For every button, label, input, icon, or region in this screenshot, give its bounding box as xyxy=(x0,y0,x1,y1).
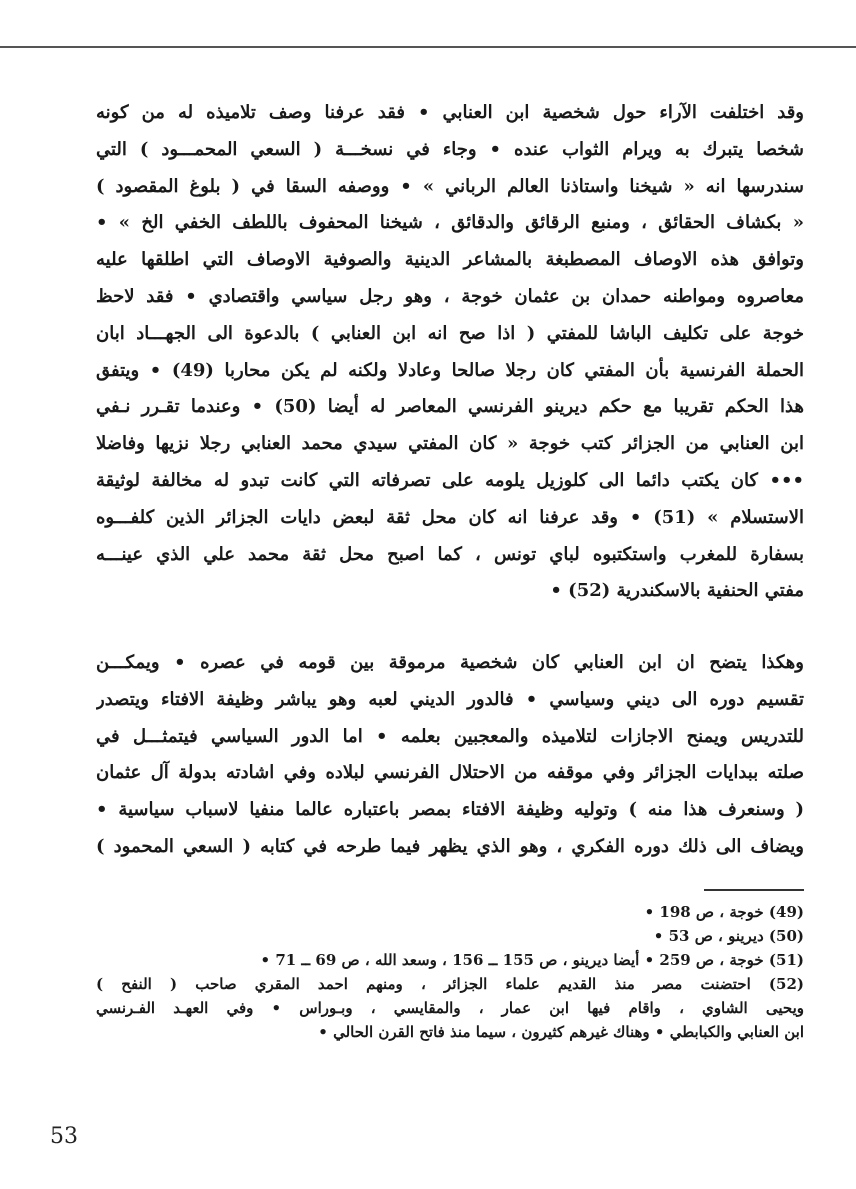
text-line: سندرسها انه « شيخنا واستاذنا العالم الرباني » • ووصفه السقا في ( بلوغ المقصود ) xyxy=(96,175,804,197)
text-line: ••• كان يكتب دائما الى كلوزيل يلومه على تصرفاته التي كانت تبدو له مخالفة لوثيقة xyxy=(96,469,804,491)
text-line: الحملة الفرنسية بأن المفتي كان رجلا صالحا وعادلا ولكنه لم يكن محاربا (49) • ويتفق xyxy=(96,359,804,381)
text-line: الاستسلام » (51) • وقد عرفنا انه كان محل ثقة لبعض دايات الجزائر الذين كلفـــوه xyxy=(96,506,804,528)
footnote-separator xyxy=(704,889,804,891)
text-line: ويضاف الى ذلك دوره الفكري ، وهو الذي يظهر فيما طرحه في كتابه ( السعي المحمود ) xyxy=(96,835,804,857)
footnote-52-continued: ابن العنابي والكبابطي • وهناك غيرهم كثيرون ، سيما منذ فاتح القرن الحالي • xyxy=(318,1023,804,1041)
header-rule xyxy=(0,46,856,48)
body-paragraph-1 xyxy=(96,95,804,610)
footnote-52: (52) احتضنت مصر منذ القديم علماء الجزائر ، ومنهم احمد المقري صاحب ( النفح ) xyxy=(96,975,804,993)
text-line: ابن العنابي من الجزائر كتب خوجة « كان المفتي سيدي محمد العنابي رجلا نزيها وفاضلا xyxy=(96,433,804,455)
text-line: خوجة على تكليف الباشا للمفتي ( اذا صح انه ابن العنابي ) بالدعوة الى الجهـــاد ابان xyxy=(96,322,804,344)
text-line: تقسيم دوره الى ديني وسياسي • فالدور الديني لعبه وهو يباشر وظيفة الافتاء ويتصدر xyxy=(96,688,804,710)
text-line: هذا الحكم تقريبا مع حكم ديرينو الفرنسي المعاصر له أيضا (50) • وعندما تقـرر نـفي xyxy=(96,396,804,418)
text-line: مفتي الحنفية بالاسكندرية (52) • xyxy=(550,580,804,602)
footnote-52-continued: ويحيى الشاوي ، واقام فيها ابن عمار ، والمقايسي ، وبـوراس • وفي العهـد الفـرنسي xyxy=(96,999,804,1017)
footnote-51: (51) خوجة ، ص 259 • أيضا ديرينو ، ص 155 ــ 156 ، وسعد الله ، ص 69 ــ 71 • xyxy=(260,951,804,969)
footnote-50: (50) ديرينو ، ص 53 • xyxy=(653,927,804,945)
text-line: وهكذا يتضح ان ابن العنابي كان شخصية مرموقة بين قومه في عصره • ويمكـــن xyxy=(96,652,804,673)
text-line: وتوافق هذه الاوصاف المصطبغة بالمشاعر الدينية والصوفية الاوصاف التي اطلقها عليه xyxy=(96,249,804,271)
text-line: ( وسنعرف هذا منه ) وتوليه وظيفة الافتاء بمصر باعتباره عالما منفيا لاسباب سياسية • xyxy=(96,799,804,821)
text-line: معاصروه ومواطنه حمدان بن عثمان خوجة ، وهو رجل سياسي واقتصادي • فقد لاحظ xyxy=(96,285,804,307)
text-line: بسفارة للمغرب واستكتبوه لباي تونس ، كما اصبح محل ثقة محمد علي الذي عينـــه xyxy=(96,543,804,565)
text-line: صلته ببدايات الجزائر وفي موقفه من الاحتلال الفرنسي لبلاده وفي اشادته بدولة آل عثمان xyxy=(96,762,804,784)
footnotes xyxy=(96,900,804,1044)
text-line: شخصا يتبرك به ويرام الثواب عنده • وجاء في نسخـــة ( السعي المحمـــود ) التي xyxy=(96,138,804,160)
text-line: للتدريس ويمنح الاجازات لتلاميذه والمعجبين بعلمه • اما الدور السياسي فيتمثـــل في xyxy=(96,725,804,747)
body-paragraph-2 xyxy=(96,645,804,866)
page-number: 53 xyxy=(50,1124,78,1149)
footnote-49: (49) خوجة ، ص 198 • xyxy=(644,903,804,921)
text-line: « بكشاف الحقائق ، ومنبع الرقائق والدقائق ، شيخنا المحفوف باللطف الخفي الخ » • xyxy=(96,212,804,234)
text-line: وقد اختلفت الآراء حول شخصية ابن العنابي • فقد عرفنا وصف تلاميذه له من كونه xyxy=(96,102,804,123)
